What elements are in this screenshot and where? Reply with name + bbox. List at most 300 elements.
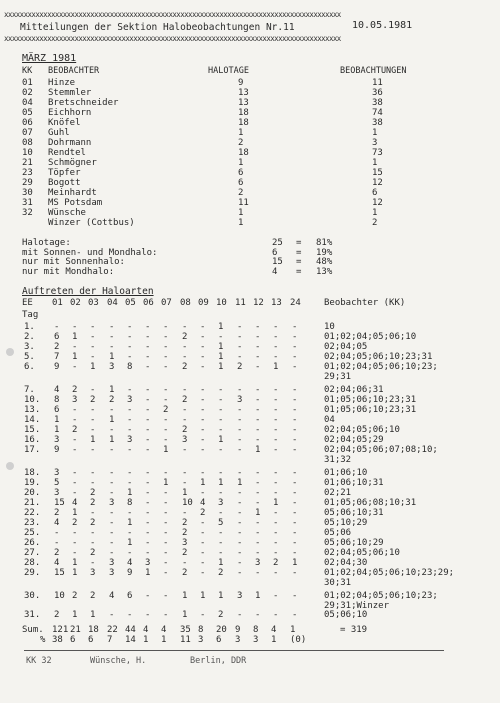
- pct-cell: 1: [143, 635, 149, 645]
- halo-cell: -: [273, 342, 279, 352]
- halo-cell: 2: [163, 405, 169, 415]
- halo-cell: -: [292, 610, 298, 620]
- halo-cell: -: [255, 405, 261, 415]
- halo-cell: -: [200, 342, 206, 352]
- halo-cell: -: [127, 322, 133, 332]
- day-label: 3.: [24, 342, 35, 352]
- halo-cell: -: [72, 528, 78, 538]
- observer-beobachtungen: 38: [372, 118, 383, 128]
- halo-cell: -: [127, 528, 133, 538]
- halo-cell: 1: [218, 362, 224, 372]
- halo-cell: -: [292, 332, 298, 342]
- halo-cell: -: [72, 468, 78, 478]
- observer-halotage: 13: [238, 88, 249, 98]
- halo-cell: 2: [72, 425, 78, 435]
- halo-type-03: 03: [88, 298, 99, 308]
- halo-cell: -: [273, 478, 279, 488]
- halo-cell: -: [292, 405, 298, 415]
- observer-codes: 01;02;04;05;06;10;23;: [324, 591, 438, 601]
- halo-cell: -: [255, 362, 261, 372]
- table-row-continued: [0, 578, 500, 588]
- halo-type-24: 24: [290, 298, 301, 308]
- halo-cell: 2: [182, 568, 188, 578]
- table-row: [0, 415, 500, 425]
- halo-cell: 1: [72, 568, 78, 578]
- sum-cell: 20: [216, 625, 227, 635]
- halo-cell: -: [90, 322, 96, 332]
- halo-cell: -: [145, 362, 151, 372]
- table-row: [0, 568, 500, 578]
- halo-cell: -: [109, 518, 115, 528]
- observer-beobachtungen: 1: [372, 208, 378, 218]
- day-label: 2.: [24, 332, 35, 342]
- day-label: 6.: [24, 362, 35, 372]
- day-label: 23.: [24, 518, 41, 528]
- day-label: 21.: [24, 498, 41, 508]
- halo-cell: 9: [54, 362, 60, 372]
- halo-cell: -: [292, 591, 298, 601]
- day-label: 22.: [24, 508, 41, 518]
- header-rule-top: xxxxxxxxxxxxxxxxxxxxxxxxxxxxxxxxxxxxxxxxxxxxxxxxxxxxxxxxxxxxxxxxxxxxxxxxxxxxxxxxxxxxxx: [4, 10, 341, 19]
- halo-cell: -: [90, 508, 96, 518]
- header-date: 10.05.1981: [352, 20, 413, 31]
- halo-cell: -: [237, 415, 243, 425]
- halo-cell: -: [72, 362, 78, 372]
- halo-cell: 1: [218, 435, 224, 445]
- halo-cell: -: [145, 498, 151, 508]
- summary-eq: =: [296, 266, 302, 277]
- halo-cell: -: [218, 332, 224, 342]
- halo-cell: 10: [54, 591, 65, 601]
- day-label: 28.: [24, 558, 41, 568]
- halo-cell: 3: [54, 468, 60, 478]
- halo-cell: -: [90, 558, 96, 568]
- halo-cell: 1: [127, 488, 133, 498]
- observer-codes: 02;04;05;06;10: [324, 425, 400, 435]
- observer-kk: 23: [22, 168, 33, 178]
- observer-codes: 02;04;05;06;07;08;10;: [324, 445, 438, 455]
- col-beobachter: BEOBACHTER: [48, 66, 100, 76]
- header-rule-bottom: xxxxxxxxxxxxxxxxxxxxxxxxxxxxxxxxxxxxxxxxxxxxxxxxxxxxxxxxxxxxxxxxxxxxxxxxxxxxxxxxxxxxxx: [4, 34, 341, 43]
- halo-cell: -: [90, 342, 96, 352]
- halo-cell: -: [72, 415, 78, 425]
- observer-codes: 02;04;05: [324, 342, 368, 352]
- halo-cell: -: [72, 342, 78, 352]
- halo-cell: -: [182, 468, 188, 478]
- sum-cell: 4: [271, 625, 277, 635]
- halo-cell: -: [255, 322, 261, 332]
- sum-total: = 319: [340, 625, 368, 635]
- halo-cell: 15: [54, 568, 65, 578]
- halo-cell: -: [109, 538, 115, 548]
- halo-cell: -: [109, 425, 115, 435]
- halo-cell: -: [145, 478, 151, 488]
- halo-cell: -: [255, 498, 261, 508]
- observer-codes: 02;04;05;06;10: [324, 548, 400, 558]
- observer-kk: 10: [22, 148, 33, 158]
- halo-cell: -: [292, 548, 298, 558]
- halo-cell: 2: [90, 591, 96, 601]
- halo-cell: -: [237, 435, 243, 445]
- table-row: [0, 385, 500, 395]
- halo-cell: -: [145, 538, 151, 548]
- halo-cell: -: [163, 498, 169, 508]
- halo-cell: -: [292, 322, 298, 332]
- table-row: [0, 498, 500, 508]
- observer-kk: 02: [22, 88, 33, 98]
- pct-cell: 14: [125, 635, 136, 645]
- halo-cell: -: [273, 591, 279, 601]
- halo-cell: -: [200, 548, 206, 558]
- col-beobachtungen: BEOBACHTUNGEN: [340, 66, 407, 76]
- day-label: 27.: [24, 548, 41, 558]
- halo-cell: -: [218, 445, 224, 455]
- sum-label: Sum.: [22, 625, 44, 635]
- halo-cell: -: [145, 322, 151, 332]
- pct-cell: 3: [235, 635, 241, 645]
- halo-type-06: 06: [143, 298, 154, 308]
- observer-beobachtungen: 15: [372, 168, 383, 178]
- halo-cell: 1: [109, 352, 115, 362]
- halo-type-05: 05: [125, 298, 136, 308]
- halo-cell: 1: [163, 478, 169, 488]
- footer-kk: KK 32: [26, 656, 52, 666]
- halo-cell: -: [200, 405, 206, 415]
- table-row: [0, 610, 500, 620]
- halo-cell: -: [273, 488, 279, 498]
- halo-cell: 3: [145, 558, 151, 568]
- halo-cell: 3: [127, 435, 133, 445]
- halo-cell: 1: [182, 610, 188, 620]
- halo-cell: -: [292, 518, 298, 528]
- day-label: 25.: [24, 528, 41, 538]
- halo-cell: -: [182, 415, 188, 425]
- sum-cell: 8: [253, 625, 259, 635]
- observer-codes: 02;04;06;31: [324, 385, 384, 395]
- pct-cell: 3: [253, 635, 259, 645]
- halo-cell: 7: [54, 352, 60, 362]
- halo-cell: 2: [72, 591, 78, 601]
- halo-cell: 5: [218, 518, 224, 528]
- halo-cell: -: [200, 395, 206, 405]
- halo-cell: 8: [127, 498, 133, 508]
- observer-codes: 01;02;04;05;06;10;23;: [324, 362, 438, 372]
- halo-cell: 1: [255, 445, 261, 455]
- halo-cell: -: [218, 415, 224, 425]
- halo-cell: -: [200, 528, 206, 538]
- header-title: Mitteilungen der Sektion Halobeobachtungen Nr.11: [20, 22, 295, 33]
- halo-cell: -: [72, 435, 78, 445]
- observer-kk: 04: [22, 98, 33, 108]
- halo-cell: 1: [255, 508, 261, 518]
- halo-cell: -: [200, 322, 206, 332]
- halo-cell: 1: [90, 610, 96, 620]
- day-label: 30.: [24, 591, 41, 601]
- halo-cell: -: [90, 538, 96, 548]
- halo-cell: 3: [237, 395, 243, 405]
- halo-cell: -: [182, 445, 188, 455]
- halo-cell: 5: [54, 478, 60, 488]
- halo-cell: -: [182, 352, 188, 362]
- halo-cell: -: [72, 548, 78, 558]
- pct-label: %: [40, 635, 46, 645]
- halo-cell: -: [273, 405, 279, 415]
- observer-kk: 08: [22, 138, 33, 148]
- halo-cell: -: [292, 362, 298, 372]
- halo-cell: -: [54, 322, 60, 332]
- observer-name: Guhl: [48, 128, 70, 138]
- observer-kk: 31: [22, 198, 33, 208]
- observer-name: Stemmler: [48, 88, 92, 98]
- halo-cell: -: [109, 405, 115, 415]
- observer-halotage: 2: [238, 188, 244, 198]
- halo-cell: 6: [127, 591, 133, 601]
- halo-cell: 2: [237, 362, 243, 372]
- halo-cell: -: [237, 498, 243, 508]
- halo-cell: -: [237, 332, 243, 342]
- observer-kk: 29: [22, 178, 33, 188]
- halo-cell: 6: [54, 332, 60, 342]
- observer-halotage: 2: [238, 138, 244, 148]
- halo-cell: 6: [54, 405, 60, 415]
- observer-halotage: 6: [238, 178, 244, 188]
- observer-codes: 02;04;05;29: [324, 435, 384, 445]
- observer-halotage: 1: [238, 208, 244, 218]
- halo-cell: 1: [292, 558, 298, 568]
- observer-codes: 05;06;10: [324, 610, 368, 620]
- halo-cell: 4: [127, 558, 133, 568]
- observer-codes: 29;31;Winzer: [324, 601, 390, 611]
- halo-cell: -: [273, 568, 279, 578]
- observer-kk: 06: [22, 118, 33, 128]
- halo-cell: -: [127, 425, 133, 435]
- halo-cell: -: [127, 352, 133, 362]
- summary-eq: =: [296, 238, 302, 248]
- halo-cell: 3: [54, 488, 60, 498]
- observer-beobachtungen: 1: [372, 158, 378, 168]
- halo-cell: -: [255, 415, 261, 425]
- halo-cell: -: [273, 538, 279, 548]
- table-row: [0, 488, 500, 498]
- halo-cell: -: [182, 342, 188, 352]
- halo-cell: -: [273, 425, 279, 435]
- table-row: [0, 425, 500, 435]
- table-row: [0, 405, 500, 415]
- pct-cell: 1: [271, 635, 277, 645]
- halo-cell: -: [292, 425, 298, 435]
- halo-cell: -: [200, 538, 206, 548]
- halo-cell: -: [163, 488, 169, 498]
- observer-name: Hinze: [48, 78, 76, 88]
- halo-cell: -: [218, 488, 224, 498]
- halo-type-12: 12: [253, 298, 264, 308]
- sum-cell: 1: [290, 625, 296, 635]
- halo-cell: -: [255, 610, 261, 620]
- day-label: 5.: [24, 352, 35, 362]
- halo-cell: -: [255, 568, 261, 578]
- halo-cell: -: [109, 610, 115, 620]
- halo-cell: 1: [90, 362, 96, 372]
- halo-cell: -: [182, 478, 188, 488]
- sum-cell: 4: [161, 625, 167, 635]
- halo-cell: -: [237, 538, 243, 548]
- halo-cell: -: [273, 415, 279, 425]
- pct-row: [0, 635, 500, 645]
- observer-beobachtungen: 12: [372, 198, 383, 208]
- halo-cell: -: [163, 395, 169, 405]
- halo-cell: -: [163, 508, 169, 518]
- halo-cell: -: [292, 508, 298, 518]
- table-row: [0, 548, 500, 558]
- halo-cell: -: [109, 332, 115, 342]
- halo-cell: 1: [109, 415, 115, 425]
- halo-cell: -: [292, 385, 298, 395]
- pct-cell: 6: [70, 635, 76, 645]
- day-label: 1.: [24, 322, 35, 332]
- day-label: 10.: [24, 395, 41, 405]
- sum-cell: 22: [107, 625, 118, 635]
- sum-row: [0, 625, 500, 635]
- summary-eq: =: [296, 257, 302, 267]
- halo-cell: -: [200, 332, 206, 342]
- halo-cell: -: [273, 435, 279, 445]
- halo-cell: -: [163, 591, 169, 601]
- halo-cell: 3: [109, 568, 115, 578]
- table-row: [0, 528, 500, 538]
- observer-codes: 02;21: [324, 488, 352, 498]
- halo-cell: -: [127, 478, 133, 488]
- halo-cell: 3: [218, 498, 224, 508]
- halo-cell: -: [163, 322, 169, 332]
- halo-cell: 2: [54, 508, 60, 518]
- observer-halotage: 6: [238, 168, 244, 178]
- halo-cell: -: [109, 478, 115, 488]
- halo-cell: -: [145, 425, 151, 435]
- halo-cell: -: [127, 405, 133, 415]
- halo-cell: -: [292, 352, 298, 362]
- summary-pct: 48%: [316, 257, 333, 267]
- halo-cell: -: [218, 508, 224, 518]
- table-row: [0, 468, 500, 478]
- day-label: 14.: [24, 415, 41, 425]
- table-row-continued: [0, 372, 500, 382]
- observer-name: MS Potsdam: [48, 198, 103, 208]
- pct-cell: (0): [290, 635, 307, 645]
- observer-halotage: 1: [238, 158, 244, 168]
- halo-cell: -: [237, 518, 243, 528]
- halo-cell: 10: [182, 498, 193, 508]
- halo-cell: -: [292, 488, 298, 498]
- halo-cell: -: [127, 332, 133, 342]
- halo-cell: -: [145, 435, 151, 445]
- table-row-continued: [0, 455, 500, 465]
- observer-codes: 01;02;04;05;06;10: [324, 332, 417, 342]
- halo-cell: 4: [72, 498, 78, 508]
- halo-cell: -: [90, 332, 96, 342]
- table-row: [0, 362, 500, 372]
- day-label: 20.: [24, 488, 41, 498]
- observer-name: Eichhorn: [48, 108, 92, 118]
- halo-cell: 1: [237, 478, 243, 488]
- halo-cell: 3: [72, 395, 78, 405]
- observer-kk: 07: [22, 128, 33, 138]
- pct-cell: 11: [180, 635, 191, 645]
- tag-label: Tag: [22, 310, 39, 320]
- halo-cell: -: [237, 445, 243, 455]
- halo-cell: 1: [200, 591, 206, 601]
- summary-value: 25: [272, 238, 283, 248]
- halo-cell: -: [255, 385, 261, 395]
- halo-cell: -: [218, 468, 224, 478]
- footer-place: Berlin, DDR: [190, 656, 247, 666]
- halo-cell: -: [145, 508, 151, 518]
- halo-cell: 2: [72, 518, 78, 528]
- halo-cell: -: [273, 468, 279, 478]
- halo-cell: -: [182, 385, 188, 395]
- halo-cell: -: [163, 558, 169, 568]
- table-row: [0, 342, 500, 352]
- observer-codes: 01;06;10: [324, 468, 368, 478]
- halo-cell: 2: [200, 508, 206, 518]
- halo-cell: -: [163, 352, 169, 362]
- halo-cell: -: [255, 478, 261, 488]
- halo-cell: -: [273, 610, 279, 620]
- day-label: 15.: [24, 425, 41, 435]
- halo-cell: -: [255, 528, 261, 538]
- summary-value: 4: [272, 266, 278, 277]
- halo-cell: -: [200, 362, 206, 372]
- halo-cell: -: [237, 548, 243, 558]
- sum-cell: 8: [198, 625, 204, 635]
- halo-cell: -: [255, 425, 261, 435]
- day-label: 7.: [24, 385, 35, 395]
- halo-cell: -: [218, 405, 224, 415]
- observer-name: Dohrmann: [48, 138, 92, 148]
- pct-cell: 3: [198, 635, 204, 645]
- observer-kk: 01: [22, 78, 33, 88]
- observer-codes: 01;06;10;31: [324, 478, 384, 488]
- day-label: 31.: [24, 610, 41, 620]
- halo-cell: 2: [182, 332, 188, 342]
- observer-codes: 01;02;04;05;06;10;23;29;: [324, 568, 455, 578]
- day-label: 16.: [24, 435, 41, 445]
- halo-cell: 2: [218, 568, 224, 578]
- observer-beobachtungen: 1: [372, 128, 378, 138]
- halo-cell: -: [218, 538, 224, 548]
- summary-row: [22, 238, 422, 248]
- halo-cell: -: [255, 548, 261, 558]
- halo-cell: 1: [72, 352, 78, 362]
- halo-cell: -: [292, 568, 298, 578]
- observer-name: Töpfer: [48, 168, 81, 178]
- halo-cell: -: [200, 385, 206, 395]
- observer-name: Winzer (Cottbus): [48, 218, 135, 228]
- halo-cell: -: [90, 415, 96, 425]
- halo-cell: -: [163, 528, 169, 538]
- halo-cell: -: [200, 425, 206, 435]
- observer-name: Knöfel: [48, 118, 81, 128]
- halo-cell: -: [237, 568, 243, 578]
- pct-cell: 1: [161, 635, 167, 645]
- halo-cell: 1: [218, 478, 224, 488]
- observer-codes: 05;06: [324, 528, 352, 538]
- day-label: 13.: [24, 405, 41, 415]
- halo-cell: -: [90, 445, 96, 455]
- halo-cell: 2: [109, 395, 115, 405]
- halo-cell: 2: [182, 548, 188, 558]
- halo-cell: 1: [72, 558, 78, 568]
- halo-cell: -: [292, 415, 298, 425]
